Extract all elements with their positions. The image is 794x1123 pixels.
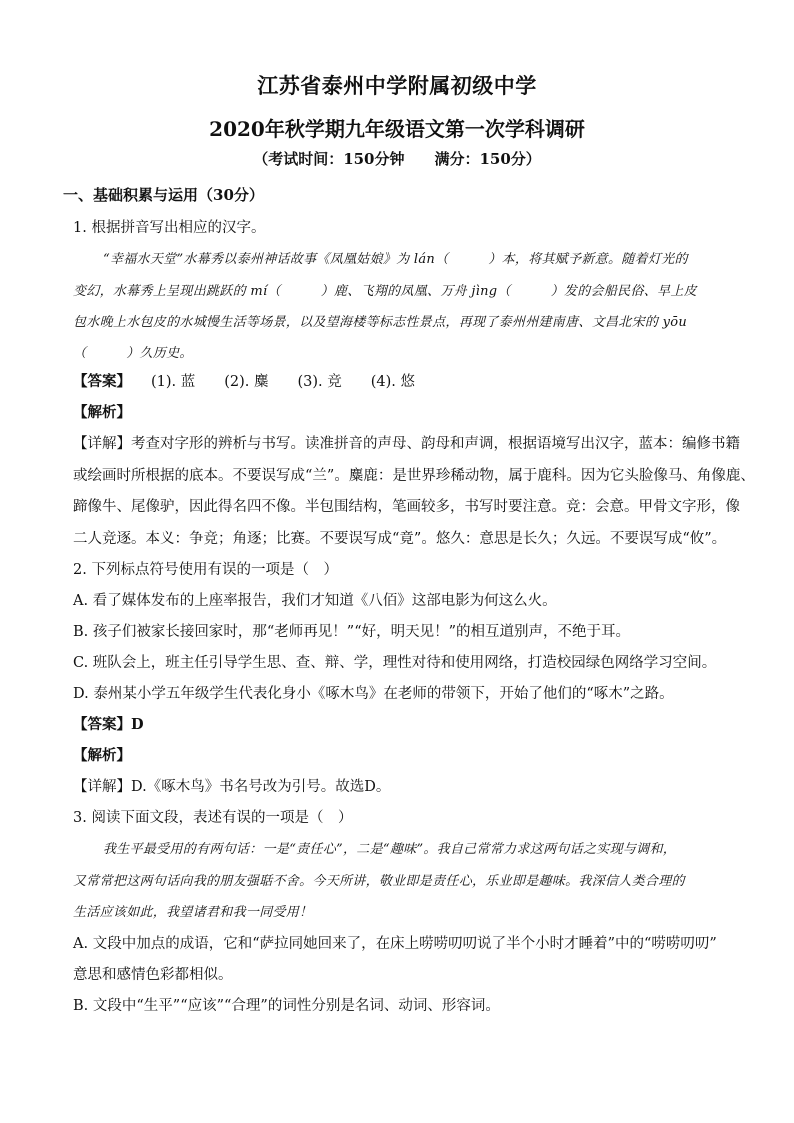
question-2-option-b: B. 孩子们被家长接回家时，那“老师再见！”“好，明天见！”的相互道别声，不绝于耳。 bbox=[73, 624, 631, 640]
question-1-passage-line: “幸福水天堂”水幕秀以泰州神话故事《凤凰姑娘》为 lán（ ）本，将其赋予新意。随着灯光的 bbox=[103, 252, 688, 267]
question-3-passage-line: 生活应该如此，我望诸君和我一同受用！ bbox=[73, 905, 313, 920]
question-3-passage-line: 又常常把这两句话向我的朋友强聒不舍。今天所讲，敬业即是责任心，乐业即是趣味。我深信人类合理的 bbox=[73, 874, 685, 889]
exam-info: （考试时间：150分钟 满分：150分） bbox=[253, 150, 541, 168]
question-3-stem: 3. 阅读下面文段，表述有误的一项是（ ） bbox=[73, 810, 353, 826]
question-1-detail-line: 二人竞逐。本义：争竞；角逐；比赛。不要误写成“竟”。悠久：意思是长久；久远。不要误写成“攸”。 bbox=[73, 531, 727, 547]
question-2-option-d: D. 泰州某小学五年级学生代表化身小《啄木鸟》在老师的带领下，开始了他们的“啄木”之路。 bbox=[73, 686, 674, 702]
question-1-answer bbox=[73, 370, 733, 391]
question-3-option-b: B. 文段中“生平”“应该”“合理”的词性分别是名词、动词、形容词。 bbox=[73, 998, 500, 1014]
question-3-passage-line: 我生平最受用的有两句话：一是“责任心”，二是“趣味”。我自己常常力求这两句话之实现与调和， bbox=[103, 842, 677, 857]
analysis-tag: 【解析】 bbox=[73, 747, 131, 764]
question-1-passage-line: 变幻，水幕秀上呈现出跳跃的 mí（ ）鹿、飞翔的凤凰、万舟 jìng（ ）发的会船民俗、早上皮 bbox=[73, 284, 697, 299]
question-2-detail: 【详解】D.《啄木鸟》书名号改为引号。故选D。 bbox=[73, 779, 391, 795]
question-2-answer: 【答案】D bbox=[73, 716, 144, 733]
question-1-passage-line: （ ）久历史。 bbox=[73, 346, 193, 361]
exam-title: 2020年秋学期九年级语文第一次学科调研 bbox=[209, 117, 585, 141]
analysis-tag: 【解析】 bbox=[73, 404, 131, 421]
answer-tag: 【答案】 bbox=[73, 373, 131, 390]
answer-text: (1). 蓝 (2). 麋 (3). 竞 (4). 悠 bbox=[151, 374, 416, 390]
question-2-stem: 2. 下列标点符号使用有误的一项是（ ） bbox=[73, 562, 338, 578]
question-3-option-a: A. 文段中加点的成语，它和“萨拉同她回来了，在床上唠唠叨叨说了半个小时才睡着”中的“唠唠叨叨” bbox=[73, 936, 717, 952]
section-heading: 一、基础积累与运用（30分） bbox=[63, 186, 264, 204]
question-1-stem: 1. 根据拼音写出相应的汉字。 bbox=[73, 220, 266, 236]
question-1-detail-line: 蹄像牛、尾像驴，因此得名四不像。半包围结构，笔画较多，书写时要注意。竞：会意。甲骨文字形，像 bbox=[73, 499, 740, 515]
question-1-detail-line: 【详解】考查对字形的辨析与书写。读准拼音的声母、韵母和声调，根据语境写出汉字，蓝本：编修书籍 bbox=[73, 436, 740, 452]
school-title: 江苏省泰州中学附属初级中学 bbox=[257, 73, 537, 98]
question-3-option-a-cont: 意思和感情色彩都相似。 bbox=[73, 967, 233, 983]
question-1-passage-line: 包水晚上水包皮的水城慢生活等场景，以及望海楼等标志性景点，再现了泰州州建南唐、文昌北宋的 yōu bbox=[73, 315, 688, 330]
question-1-detail-line: 或绘画时所根据的底本。不要误写成“兰”。麋鹿：是世界珍稀动物，属于鹿科。因为它头脸像马、角像鹿、 bbox=[73, 468, 755, 484]
question-2-option-c: C. 班队会上，班主任引导学生思、查、辩、学，理性对待和使用网络，打造校园绿色网络学习空间。 bbox=[73, 655, 717, 671]
question-2-option-a: A. 看了媒体发布的上座率报告，我们才知道《八佰》这部电影为何这么火。 bbox=[73, 593, 557, 609]
